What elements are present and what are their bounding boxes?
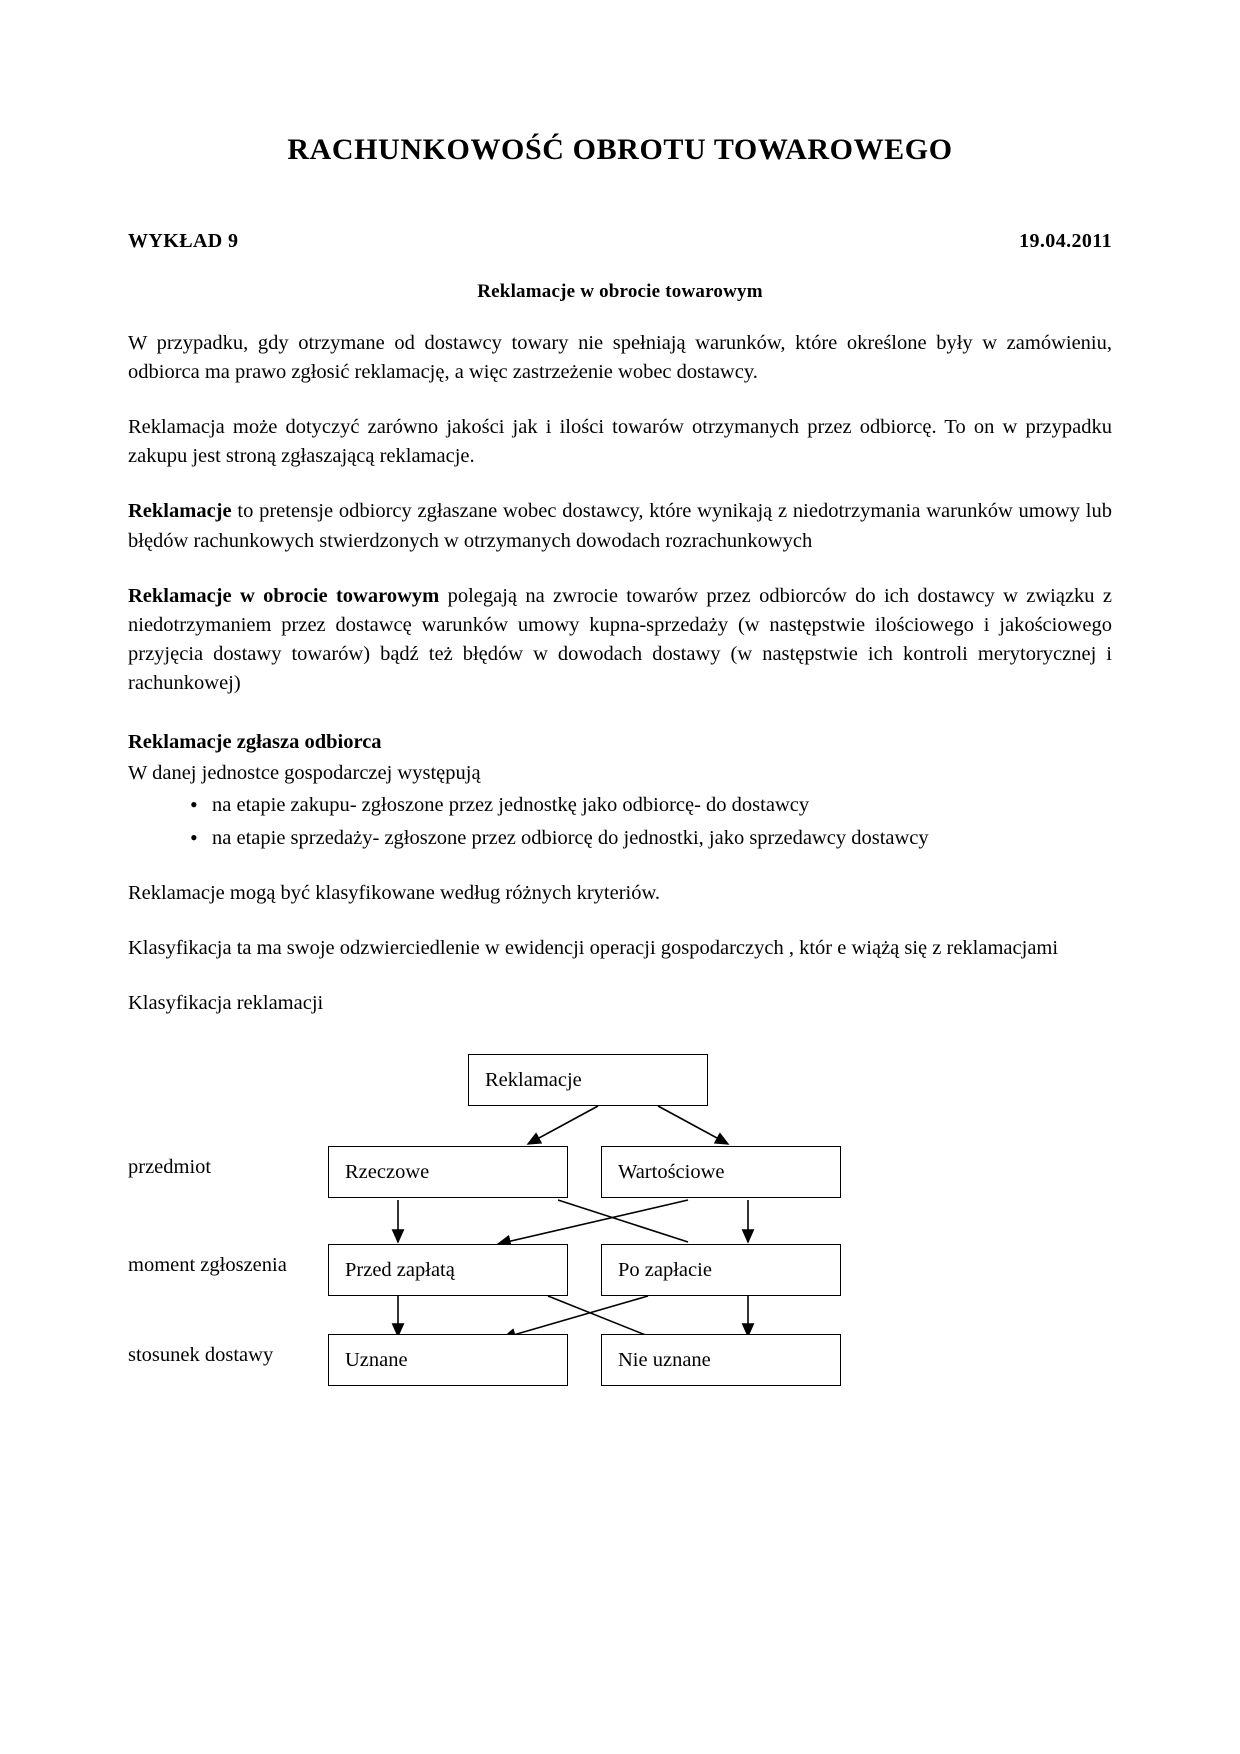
section-subtitle: Reklamacje w obrocie towarowym [477,281,763,302]
lecture-label: WYKŁAD 9 [128,230,239,252]
node-label: Wartościowe [618,1160,725,1183]
node-label: Po zapłacie [618,1258,712,1281]
definition-1-term: Reklamacje [128,500,232,523]
row-label-stosunek: stosunek dostawy [128,1344,274,1367]
paragraph-5: Klasyfikacja reklamacji [128,992,324,1015]
node-label: Przed zapłatą [345,1258,455,1281]
list-item: • na etapie sprzedaży- zgłoszone przez odbiorcę do jednostki, jako sprzedawcy dostawcy [190,824,1112,853]
definition-1-text: to pretensje odbiorcy zgłaszane wobec dostawcy, które wynikają z niedotrzymania warunków umowy lub błędów rachunkowych stwierdzonych w otrzymanych dowodach rozrachunkowych [128,500,1112,552]
paragraph-3: Reklamacje mogą być klasyfikowane według różnych kryteriów. [128,881,661,904]
node-po-zaplacie [601,1244,841,1296]
node-reklamacje [468,1054,708,1106]
meta-row [128,230,1112,253]
lecture-date: 19.04.2011 [1019,230,1112,252]
node-label: Nie uznane [618,1348,711,1371]
section-heading: Reklamacje zgłasza odbiorca [128,731,382,754]
node-rzeczowe [328,1146,568,1198]
bullet-list [128,791,1112,852]
row-label-moment: moment zgłoszenia [128,1254,287,1277]
node-wartosciowe [601,1146,841,1198]
node-nie-uznane [601,1334,841,1386]
list-item: • na etapie zakupu- zgłoszone przez jednostkę jako odbiorcę- do dostawcy [190,791,1112,820]
definition-2 [128,582,1112,698]
paragraph-4: Klasyfikacja ta ma swoje odzwierciedlenie w ewidencji operacji gospodarczych , któr e wiążą się z reklamacjami [128,936,1059,959]
section-line: W danej jednostce gospodarczej występują [128,761,481,784]
node-label: Reklamacje [485,1068,582,1091]
page-title: RACHUNKOWOŚĆ OBROTU TOWAROWEGO [287,133,953,166]
node-label: Uznane [345,1348,408,1371]
paragraph-1: W przypadku, gdy otrzymane od dostawcy towary nie spełniają warunków, które określone były w zamówieniu, odbiorca ma prawo zgłosić reklamację, a więc zastrzeżenie wobec dostawcy. [128,332,1112,384]
node-uznane [328,1334,568,1386]
node-przed-zaplata [328,1244,568,1296]
paragraph-2: Reklamacja może dotyczyć zarówno jakości jak i ilości towarów otrzymanych przez odbiorcę. To on w przypadku zakupu jest stroną zgłaszającą reklamacje. [128,416,1112,468]
node-label: Rzeczowe [345,1160,430,1183]
definition-2-term: Reklamacje w obrocie towarowym [128,584,440,607]
definition-1 [128,497,1112,555]
classification-diagram [128,1048,1112,1388]
row-label-przedmiot: przedmiot [128,1156,212,1179]
definition-2-text: polegają na zwrocie towarów przez odbiorców do ich dostawcy w związku z niedotrzymaniem przez dostawcę warunków umowy kupna-sprzedaży (w następstwie ilościowego i jakościowego przyjęcia dostawy towarów) bądź też błędów w dowodach dostawy (w następstwie ich kontroli merytorycznej i rachunkowej) [128,584,1113,694]
